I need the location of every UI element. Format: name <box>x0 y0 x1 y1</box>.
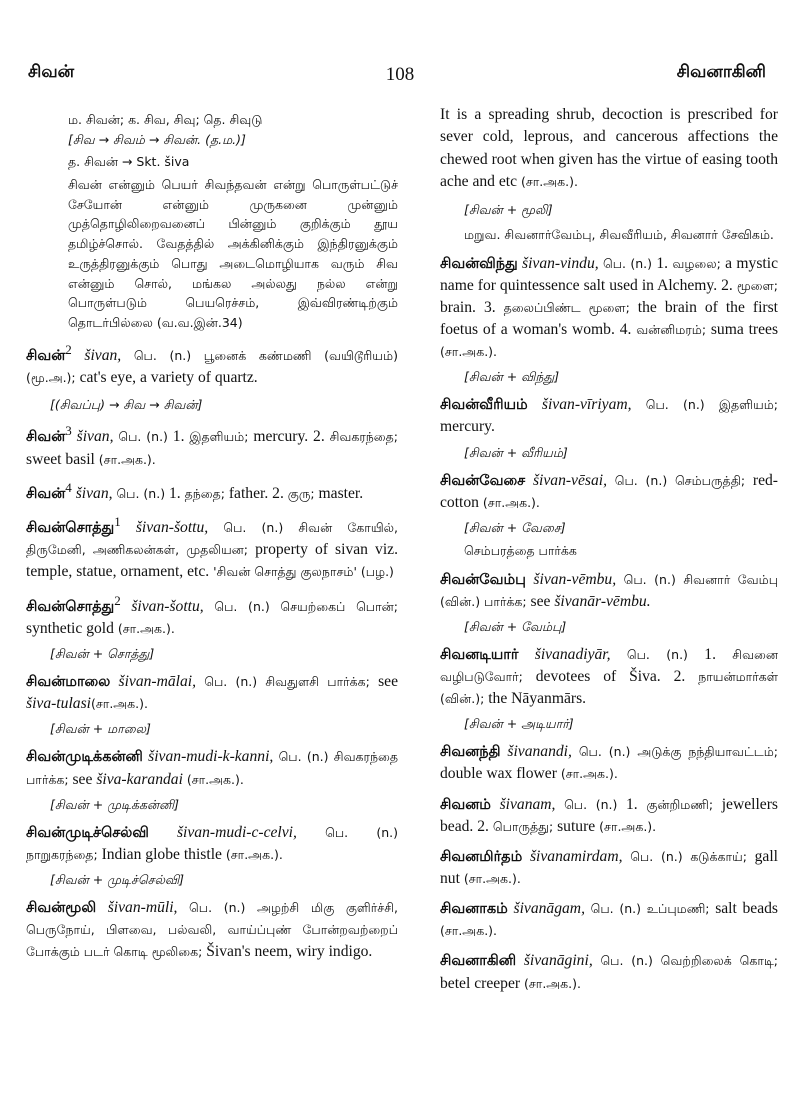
entry <box>26 422 398 470</box>
english-meaning: betel creeper <box>440 974 521 992</box>
entry <box>440 741 778 785</box>
english-meaning: suture <box>557 817 596 835</box>
part-of-speech: பெ. (n.) <box>214 598 270 614</box>
sense-number: 4. <box>619 320 632 338</box>
tamil-meaning: இதளியம்; <box>189 429 249 445</box>
source: (சா.அக.). <box>463 870 521 886</box>
sense-number: 1. <box>656 254 669 272</box>
part-of-speech: பெ. (n.) <box>325 824 398 840</box>
headword: சிவன் <box>26 485 66 502</box>
header-left-guide-word: சிவன் <box>28 62 75 82</box>
entry <box>440 794 778 838</box>
tamil-meaning: இதளியம்; <box>718 397 778 413</box>
source: (சா.அக.). <box>520 174 578 190</box>
transliteration: šivan-mudi-k-kanni, <box>148 748 274 766</box>
entry <box>440 569 778 613</box>
etymology-cognates: ம. சிவன்; க. சிவ, சிவு; தெ. சிவுடு <box>68 112 263 127</box>
headword: சிவன் <box>26 347 66 364</box>
headword: சிவனாகினி <box>440 953 517 970</box>
source: (சா.அக.). <box>117 620 175 636</box>
tamil-meaning: குன்றிமணி; <box>646 796 714 812</box>
tamil-meaning: வெற்றிலைக் கொடி; <box>660 953 779 969</box>
part-of-speech: பெ. (n.) <box>600 953 653 969</box>
entry <box>440 394 778 438</box>
derivation: [சிவன் + சொத்து] <box>50 646 155 662</box>
entry <box>440 253 778 364</box>
right-column <box>440 104 778 995</box>
part-of-speech: பெ. (n.) <box>623 571 676 587</box>
english-meaning: salt beads <box>715 900 779 918</box>
part-of-speech: பெ. (n.) <box>626 646 688 662</box>
english-meaning: gall nut <box>440 847 778 887</box>
headword: சிவன்மூலி <box>26 899 97 916</box>
english-meaning: jewellers bead. <box>440 795 778 835</box>
headword: சிவனமிர்தம் <box>440 848 523 865</box>
derivation: [சிவன் + முடிச்செல்வி] <box>50 871 185 887</box>
entry <box>26 592 398 640</box>
headword: சிவன்சொத்து <box>26 520 115 537</box>
english-meaning: red-cotton <box>440 471 778 511</box>
part-of-speech: பெ. (n.) <box>564 796 618 812</box>
headword: சிவன்வேம்பு <box>440 571 526 588</box>
entry <box>26 479 398 505</box>
tamil-meaning: செம்பருத்தி; <box>674 472 746 488</box>
part-of-speech: பெ. (n.) <box>645 397 705 413</box>
entry <box>440 846 778 890</box>
transliteration: šivan-šottu, <box>131 597 204 615</box>
tamil-meaning: மூளை; <box>736 277 778 293</box>
tamil-meaning: சிவகரந்தை; <box>329 429 398 445</box>
cross-reference-note: செம்பரத்தை பார்க்க <box>464 542 577 558</box>
tamil-meaning: தந்தை; <box>184 485 225 501</box>
english-meaning: mercury. <box>253 428 309 446</box>
transliteration: šivanāgini, <box>523 952 593 970</box>
transliteration: šivan, <box>84 346 122 364</box>
source: (சா.அக.). <box>523 975 581 991</box>
tamil-meaning: உப்புமணி; <box>646 901 710 917</box>
transliteration: šivanamirdam, <box>529 847 623 865</box>
tamil-meaning: சிவதுளசி பார்க்க; <box>265 674 370 690</box>
transliteration: šivanam, <box>499 795 556 813</box>
entry <box>26 671 398 715</box>
source: (சா.அக.). <box>90 696 148 712</box>
transliteration: šivan, <box>76 428 114 446</box>
part-of-speech: பெ. (n.) <box>189 899 246 915</box>
tamil-meaning: சிவன் கோயில், திருமேனி, அணிகலன்கள், முதலியன; <box>26 520 398 558</box>
part-of-speech: பெ. (n.) <box>278 749 329 765</box>
transliteration: šivan-vēsai, <box>532 471 608 489</box>
sense-number: 1. <box>626 795 638 813</box>
see-label: see <box>72 770 93 788</box>
quotation: 'சிவன் சொத்து குலநாசம்' (பழ.) <box>213 564 394 580</box>
tamil-meaning: தலைப்பிண்ட மூளை; <box>503 299 630 315</box>
derivation: [சிவன் + வேசை] <box>464 519 566 535</box>
sense-number: 1. <box>168 484 181 502</box>
tamil-meaning: செயற்கைப் பொன்; <box>280 598 398 614</box>
cross-reference: šiva-karandai <box>96 770 183 788</box>
part-of-speech: பெ. (n.) <box>630 848 683 864</box>
transliteration: šivan-mūli, <box>107 898 178 916</box>
page-number: 108 <box>385 64 415 85</box>
sense-number: 1. <box>172 428 185 446</box>
part-of-speech: பெ. (n.) <box>578 744 631 760</box>
part-of-speech: பெ. (n.) <box>133 347 192 363</box>
part-of-speech: பெ. (n.) <box>602 255 653 271</box>
derivation: [(சிவப்பு) → சிவ → சிவன்] <box>50 397 203 413</box>
english-meaning: brain. <box>440 298 476 316</box>
entry <box>440 950 778 994</box>
english-meaning: father. <box>228 484 269 502</box>
derivation: [சிவன் + விந்து] <box>464 369 560 385</box>
transliteration: šivanadiyār, <box>534 645 611 663</box>
tamil-meaning: நாயன்மார்கள் (வின்.); <box>440 669 779 707</box>
headword: சிவனந்தி <box>440 744 501 761</box>
source: (சா.அக.). <box>98 451 156 467</box>
english-meaning: sweet basil <box>26 450 95 468</box>
headword: சிவன்சொத்து <box>26 598 115 615</box>
english-meaning: master. <box>318 484 364 502</box>
etymology-block <box>26 110 398 333</box>
sense-number: 1. <box>704 645 716 663</box>
header-right-guide-word: சிவனாகினி <box>676 62 766 82</box>
english-meaning: suma trees <box>710 320 779 338</box>
part-of-speech: பெ. (n.) <box>116 485 166 501</box>
homonym-number: 2 <box>114 592 121 608</box>
transliteration: šivan-vindu, <box>522 254 599 272</box>
tamil-meaning: பொருத்து; <box>492 818 554 834</box>
english-meaning: property of sivan viz. temple, statue, ornament, etc. <box>26 541 398 581</box>
entry <box>26 513 398 584</box>
tamil-meaning: குரு; <box>287 485 315 501</box>
source: (சா.அக.). <box>482 494 540 510</box>
source: (சா.அக.). <box>186 771 244 787</box>
part-of-speech: பெ. (n.) <box>614 472 668 488</box>
etymology-note: சிவன் என்னும் பெயர் சிவந்தவன் என்று பொருள்பட்டுச் சேயோன் என்னும் முருகனை முன்னும் முத்தொழிலிறைவனைப் பின்னும் குறிக்கும் தூய தமிழ்ச்சொல். வேதத்தில் அக்கினிக்கும் இந்திரனுக்கும் உருத்திரனுக்கும் பொது அடைமொழியாக வரும் சிவ என்னும் சொல், மங்கல அல்லது நல்ல என்று பொருள்படும் பெயரெச்சம், இவ்விரண்டிற்கும் தொடர்பில்லை (வ.வ.இன்.34) <box>68 176 398 330</box>
transliteration: šivan-mudi-c-celvi, <box>176 823 297 841</box>
headword: சிவனாகம் <box>440 901 508 918</box>
see-label: see <box>530 592 551 610</box>
english-description: It is a spreading shrub, decoction is prescribed for sever cold, leprous, and cancerous affections the chewed root when given has the virtue of easing tooth ache and etc <box>440 106 778 191</box>
sense-number: 2. <box>313 428 325 446</box>
derivation: [சிவன் + முடிக்கன்னி] <box>50 796 179 812</box>
part-of-speech: பெ. (n.) <box>118 429 168 445</box>
entry <box>26 341 398 389</box>
tamil-meaning: வழலை; <box>672 255 721 271</box>
tamil-meaning: சிவனை வழிபடுவோர்; <box>440 646 778 684</box>
source: (சா.அக.). <box>225 846 283 862</box>
derivation: [சிவ → சிவம் → சிவன். (த.ம.)] <box>68 132 246 148</box>
entry <box>440 470 778 514</box>
transliteration: šivan-vīriyam, <box>541 396 632 414</box>
transliteration: šivanāgam, <box>513 900 585 918</box>
left-column <box>26 104 398 963</box>
transliteration: šivan-vēmbu, <box>533 570 617 588</box>
tamil-meaning: சிவகரந்தை பார்க்க; <box>26 749 398 787</box>
cross-reference: šiva-tulasi <box>26 695 91 713</box>
source: (சா.அக.). <box>440 344 498 360</box>
tamil-meaning: அழற்சி மிகு குளிர்ச்சி, பெருநோய், பிளவை, பல்வலி, வாய்ப்புண் போன்றவற்றைப் போக்கும் படர் கொடி மூலிகை; <box>26 899 398 960</box>
tamil-meaning: அடுக்கு நந்தியாவட்டம்; <box>637 744 779 760</box>
derivation: [சிவன் + வேம்பு] <box>464 618 567 634</box>
tamil-meaning: நாறுகரந்தை; <box>26 846 98 862</box>
headword: சிவனம் <box>440 796 491 813</box>
homonym-number: 4 <box>65 479 72 495</box>
english-meaning: the Nāyanmārs. <box>488 690 587 708</box>
headword: சிவன்வேசை <box>440 472 526 489</box>
sense-number: 2. <box>721 276 733 294</box>
headword: சிவன்விந்து <box>440 255 518 272</box>
etymology-sanskrit: த. சிவன் → Skt. šiva <box>68 154 190 170</box>
english-meaning: a mystic name for quintessence salt used in Alchemy. <box>440 254 778 294</box>
derivation: [சிவன் + வீரியம்] <box>464 444 568 460</box>
english-meaning: Šivan's neem, wiry indigo. <box>206 943 373 961</box>
sense-number: 3. <box>483 298 496 316</box>
homonym-number: 1 <box>114 514 121 530</box>
entry <box>26 822 398 866</box>
source: (சா.அக.). <box>560 766 618 782</box>
derivation: [சிவன் + அடியார்] <box>464 716 574 732</box>
part-of-speech: பெ. (n.) <box>590 901 642 917</box>
headword: சிவனடியார் <box>440 646 519 663</box>
headword: சிவன்முடிக்கன்னி <box>26 749 143 766</box>
part-of-speech: பெ. (n.) <box>223 520 284 536</box>
source: (சா.அக.). <box>440 923 498 939</box>
cross-reference: šivanār-vēmbu. <box>554 592 651 610</box>
entry <box>26 897 398 963</box>
derivation: [சிவன் + மூலி] <box>464 201 553 217</box>
synonyms-note: மறுவ. சிவனார்வேம்பு, சிவவீரியம், சிவனார் சேவிகம். <box>464 226 774 242</box>
homonym-number: 2 <box>65 341 72 357</box>
sense-number: 2. <box>477 817 489 835</box>
headword: சிவன்வீரியம் <box>440 397 528 414</box>
part-of-speech: பெ. (n.) <box>204 674 258 690</box>
sense-number: 2. <box>272 484 284 502</box>
tamil-meaning: சிவனார் வேம்பு (வின்.) பார்க்க; <box>440 571 778 609</box>
derivation: [சிவன் + மாலை] <box>50 721 151 737</box>
english-meaning: double wax flower <box>440 765 557 783</box>
source: (சா.அக.). <box>599 818 657 834</box>
english-meaning: mercury. <box>440 418 495 436</box>
see-label: see <box>378 673 398 691</box>
transliteration: šivanandi, <box>507 743 572 761</box>
transliteration: šivan, <box>75 484 113 502</box>
tamil-meaning: வன்னிமரம்; <box>636 321 707 337</box>
entry <box>440 644 778 710</box>
english-meaning: Indian globe thistle <box>101 845 222 863</box>
english-meaning: the brain of the first foetus of a woman's womb. <box>440 298 779 338</box>
entry <box>440 898 778 942</box>
english-meaning: cat's eye, a variety of quartz. <box>79 369 258 387</box>
headword: சிவன் <box>26 429 66 446</box>
entry <box>26 746 398 790</box>
homonym-number: 3 <box>65 423 72 439</box>
sense-number: 2. <box>673 668 686 685</box>
tamil-meaning: கடுக்காய்; <box>690 848 747 864</box>
entry-continuation <box>440 104 778 194</box>
headword: சிவன்மாலை <box>26 674 111 691</box>
transliteration: šivan-šottu, <box>135 519 209 537</box>
english-meaning: synthetic gold <box>26 619 114 637</box>
headword: சிவன்முடிச்செல்வி <box>26 824 149 841</box>
tamil-meaning: பூனைக் கண்மணி (வயிடூரியம்) (மூ.அ.); <box>26 347 398 386</box>
transliteration: šivan-mālai, <box>118 673 197 691</box>
english-meaning: devotees of Šiva. <box>535 668 661 685</box>
